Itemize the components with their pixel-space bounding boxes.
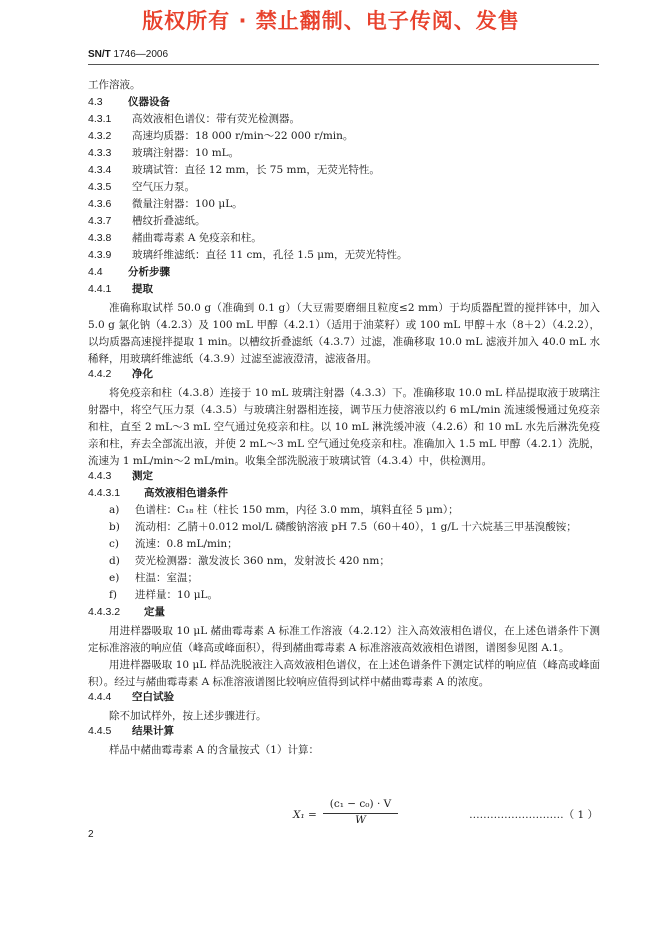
condition-label: f) bbox=[109, 589, 117, 601]
condition-item bbox=[88, 572, 600, 589]
section-number: 4.3.2 bbox=[88, 130, 112, 142]
section-number: 4.3.3 bbox=[88, 147, 112, 159]
condition-text: 流速：0.8 mL/min； bbox=[135, 538, 238, 550]
section-title: 定量 bbox=[144, 606, 165, 618]
section-heading bbox=[88, 470, 600, 487]
section-number: 4.4.3.2 bbox=[88, 606, 121, 618]
formula-denominator: W bbox=[355, 813, 366, 826]
section-number: 4.3.8 bbox=[88, 232, 112, 244]
paragraph: 将免疫亲和柱（4.3.8）连接于 10 mL 玻璃注射器（4.3.3）下。准确移取 10.0 mL 样品提取液于玻璃注射器中，将空气压力泵（4.3.5）与玻璃注射器相连接，调节压力使溶液以约 6 mL/min 流速缓慢通过免疫亲和柱，直至 2 mL～3 mL 空气通过免疫亲和柱。以 10 mL 淋洗缓冲液（4.2.6）和 10 mL 水先后淋洗免疫亲和柱，弃去全部流出液，并使 2 mL～3 mL 空气通过免疫亲和柱。准确加入 1.5 mL 甲醇（4.2.1）洗脱，流速为 1 mL/min～2 mL/min。收集全部洗脱液于玻璃试管（4.3.4）中，供检测用。 bbox=[88, 387, 600, 467]
section-number: 4.4.3.1 bbox=[88, 487, 121, 499]
section-title: 高效液相色谱条件 bbox=[144, 487, 228, 499]
section-title: 测定 bbox=[132, 470, 153, 482]
section-heading bbox=[88, 606, 600, 623]
section-heading bbox=[88, 266, 600, 283]
section-number: 4.4 bbox=[88, 266, 103, 278]
section-heading bbox=[88, 487, 600, 504]
section-number: 4.4.2 bbox=[88, 368, 112, 380]
item-text: 微量注射器：100 μL。 bbox=[132, 198, 243, 210]
section-number: 4.4.3 bbox=[88, 470, 112, 482]
item-text: 玻璃纤维滤纸：直径 11 cm，孔径 1.5 μm，无荧光特性。 bbox=[132, 249, 408, 261]
list-item bbox=[88, 147, 600, 164]
condition-text: 柱温：室温； bbox=[135, 572, 198, 584]
list-item bbox=[88, 198, 600, 215]
condition-item bbox=[88, 521, 600, 538]
formula-numerator: (c₁ − c₀) · V bbox=[323, 798, 398, 814]
standard-code: SN/T 1746—2006 bbox=[88, 49, 169, 60]
list-item bbox=[88, 249, 600, 266]
list-item bbox=[88, 164, 600, 181]
list-item bbox=[88, 232, 600, 249]
item-text: 高效液相色谱仪：带有荧光检测器。 bbox=[132, 113, 300, 125]
condition-item bbox=[88, 555, 600, 572]
paragraph: 用进样器吸取 10 μL 样品洗脱液注入高效液相色谱仪，在上述色谱条件下测定试样的响应值（峰高或峰面积）。经过与赭曲霉毒素 A 标准溶液谱图比较响应值得到试样中赭曲霉毒素 A 的浓度。 bbox=[88, 659, 600, 688]
section-title: 空白试验 bbox=[132, 691, 174, 703]
section-heading bbox=[88, 691, 600, 708]
condition-label: e) bbox=[109, 572, 120, 584]
condition-text: 流动相：乙腈＋0.012 mol/L 磷酸钠溶液 pH 7.5（60＋40），1 g/L 十六烷基三甲基溴酸铵； bbox=[135, 521, 577, 533]
paragraph: 准确称取试样 50.0 g（准确到 0.1 g）（大豆需要磨细且粒度≤2 mm）于均质器配置的搅拌钵中，加入 5.0 g 氯化钠（4.2.3）及 100 mL 甲醇（4.2.1）（适用于油菜籽）或 100 mL 甲醇＋水（8＋2）（4.2.2），以均质器高速搅拌提取 1 min。以槽纹折叠滤纸（4.3.7）过滤，准确移取 10.0 mL 滤液并加入 40.0 mL 水稀释，用玻璃纤维滤纸（4.3.9）过滤至滤液澄清，滤液备用。 bbox=[88, 302, 600, 365]
condition-text: 色谱柱：C₁₈ 柱（柱长 150 mm，内径 3.0 mm，填料直径 5 μm）； bbox=[135, 504, 459, 516]
list-item bbox=[88, 113, 600, 130]
header-rule bbox=[88, 64, 599, 65]
section-number: 4.3 bbox=[88, 96, 103, 108]
section-number: 4.4.4 bbox=[88, 691, 112, 703]
formula-number: ………………………（ 1 ） bbox=[469, 809, 598, 821]
section-number: 4.4.5 bbox=[88, 725, 112, 737]
page-number: 2 bbox=[88, 829, 94, 840]
item-text: 赭曲霉毒素 A 免疫亲和柱。 bbox=[132, 232, 262, 244]
formula-1 bbox=[88, 798, 600, 836]
formula-fraction bbox=[323, 798, 398, 827]
section-heading bbox=[88, 725, 600, 742]
item-text: 高速均质器：18 000 r/min～22 000 r/min。 bbox=[132, 130, 354, 142]
section-heading bbox=[88, 368, 600, 385]
section-title: 净化 bbox=[132, 368, 153, 380]
item-text: 空气压力泵。 bbox=[132, 181, 195, 193]
section-number: 4.3.1 bbox=[88, 113, 112, 125]
list-item bbox=[88, 215, 600, 232]
item-text: 槽纹折叠滤纸。 bbox=[132, 215, 206, 227]
condition-label: c) bbox=[109, 538, 119, 550]
section-number: 4.3.5 bbox=[88, 181, 112, 193]
section-heading bbox=[88, 96, 600, 113]
section-number: 4.3.9 bbox=[88, 249, 112, 261]
list-item bbox=[88, 130, 600, 147]
item-text: 玻璃试管：直径 12 mm，长 75 mm，无荧光特性。 bbox=[132, 164, 380, 176]
section-title: 分析步骤 bbox=[128, 266, 170, 278]
copyright-banner: 版权所有 · 禁止翻制、电子传阅、发售 bbox=[142, 9, 520, 33]
item-text: 玻璃注射器：10 mL。 bbox=[132, 147, 240, 159]
paragraph: 除不加试样外，按上述步骤进行。 bbox=[109, 710, 267, 722]
condition-item bbox=[88, 589, 600, 606]
list-item bbox=[88, 181, 600, 198]
formula-lhs: X₁ = bbox=[293, 809, 317, 821]
section-number: 4.3.7 bbox=[88, 215, 112, 227]
section-title: 结果计算 bbox=[132, 725, 174, 737]
document-body bbox=[88, 79, 600, 759]
condition-label: a) bbox=[109, 504, 120, 516]
condition-label: d) bbox=[109, 555, 120, 567]
paragraph: 样品中赭曲霉毒素 A 的含量按式（1）计算： bbox=[109, 744, 319, 756]
condition-text: 进样量：10 μL。 bbox=[135, 589, 218, 601]
section-title: 提取 bbox=[132, 283, 153, 295]
section-heading bbox=[88, 283, 600, 300]
condition-label: b) bbox=[109, 521, 120, 533]
condition-item bbox=[88, 504, 600, 521]
paragraph: 用进样器吸取 10 μL 赭曲霉毒素 A 标准工作溶液（4.2.12）注入高效液相色谱仪，在上述色谱条件下测定标准溶液的响应值（峰高或峰面积），得到赭曲霉毒素 A 标准溶液高效液相色谱图，谱图参见图 A.1。 bbox=[88, 625, 600, 654]
condition-text: 荧光检测器：激发波长 360 nm，发射波长 420 nm； bbox=[135, 555, 390, 567]
section-title: 仪器设备 bbox=[128, 96, 170, 108]
condition-item bbox=[88, 538, 600, 555]
text-line: 工作溶液。 bbox=[88, 79, 141, 91]
section-number: 4.3.6 bbox=[88, 198, 112, 210]
section-number: 4.4.1 bbox=[88, 283, 112, 295]
section-number: 4.3.4 bbox=[88, 164, 112, 176]
